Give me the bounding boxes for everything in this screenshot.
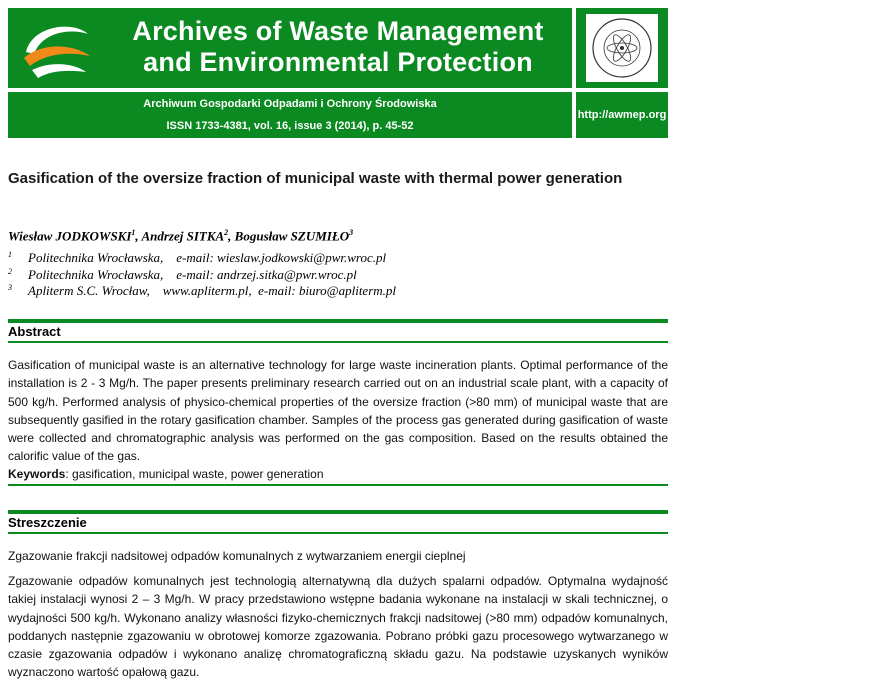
affiliation-number: 2: [8, 266, 12, 276]
author-sup: 2: [224, 228, 229, 237]
streszczenie-heading: Streszczenie: [8, 515, 87, 530]
author-name: Bogusław SZUMIŁO: [234, 228, 350, 244]
abstract-heading: Abstract: [8, 324, 61, 339]
journal-subtitle: Archiwum Gospodarki Odpadami i Ochrony Środowiska: [143, 98, 437, 110]
divider: [8, 484, 668, 486]
journal-title: Archives of Waste Management and Environmental Protection: [132, 16, 544, 77]
emblem-panel: [576, 8, 668, 88]
issn-line: ISSN 1733-4381, vol. 16, issue 3 (2014), p. 45-52: [166, 120, 414, 132]
affiliation-number: 3: [8, 283, 12, 292]
keywords-label: Keywords: [8, 467, 66, 481]
journal-banner: [8, 8, 668, 138]
affiliation-number: 1: [8, 250, 12, 259]
journal-url-link[interactable]: http://awmep.org: [576, 92, 668, 138]
atom-seal-icon: [586, 14, 658, 82]
affiliation-item: [8, 267, 396, 284]
streszczenie-heading-bar: [8, 510, 668, 534]
banner-info-panel: [8, 92, 572, 138]
affiliation-list: [8, 250, 396, 300]
article-title: Gasification of the oversize fraction of municipal waste with thermal power generation: [8, 170, 623, 187]
affiliation-text: Politechnika Wrocławska, e-mail: andrzej.sitka@pwr.wroc.pl: [28, 266, 357, 282]
article-page: [8, 8, 668, 680]
streszczenie-title: Zgazowanie frakcji nadsitowej odpadów komunalnych z wytwarzaniem energii cieplnej: [8, 549, 466, 563]
banner-title-panel: [8, 8, 572, 88]
keywords-values: : gasification, municipal waste, power generation: [65, 467, 324, 481]
abstract-text: Gasification of municipal waste is an alternative technology for large waste incineration plants. Optimal performance of the installation is 2 - 3 Mg/h. The paper presents preliminary research carried out on an industrial scale plant, with a capacity of 500 kg/h. Performed analysis of physico-chemical properties of the oversize fraction (>80 mm) of municipal waste that are subsequently gasified in the rotary gasification chamber. Samples of the process gas generated during gasification of waste were collected and chromatographic analysis was performed on the gas composition. Based on the results obtained the calorific value of the gas.: [8, 358, 668, 464]
keywords-line: [8, 467, 324, 481]
affiliation-text: Apliterm S.C. Wrocław, www.apliterm.pl, e-mail: biuro@apliterm.pl: [28, 283, 397, 298]
swirl-logo-icon: [12, 12, 100, 84]
author-sup: 3: [349, 228, 354, 237]
author-name: Wiesław JODKOWSKI: [8, 228, 132, 244]
affiliation-item: [8, 250, 396, 267]
author-list: Wiesław JODKOWSKI$^1$, Andrzej SITKA$^2$, Bogusław SZUMIŁO$^3$: [8, 228, 354, 244]
streszczenie-text: Zgazowanie odpadów komunalnych jest technologią alternatywną dla dużych spalarni odpadów. Optymalna wydajność takiej instalacji wynosi 2 – 3 Mg/h. W pracy przedstawiono wstępne badania wykonane na instalacji w skali technicznej, o wydajności 500 kg/h. Wykonano analizy własności fizyko-chemicznych frakcji nadsitowej (>80 mm) odpadów komunalnych, poddanych następnie zgazowaniu w obrotowej komorze zgazowania. Pobrano próbki gazu procesowego wytwarzanego w czasie zgazowania odpadów i wykonano analizę chromatograficzną składu gazu. Na podstawie uzyskanych wyników wyznaczono wartość opałową gazu.: [8, 574, 668, 680]
affiliation-item: [8, 283, 396, 300]
abstract-heading-bar: [8, 319, 668, 343]
author-name: Andrzej SITKA: [141, 228, 225, 244]
affiliation-text: Politechnika Wrocławska, e-mail: wieslaw.jodkowski@pwr.wroc.pl: [28, 250, 387, 265]
author-sup: 1: [131, 228, 136, 237]
